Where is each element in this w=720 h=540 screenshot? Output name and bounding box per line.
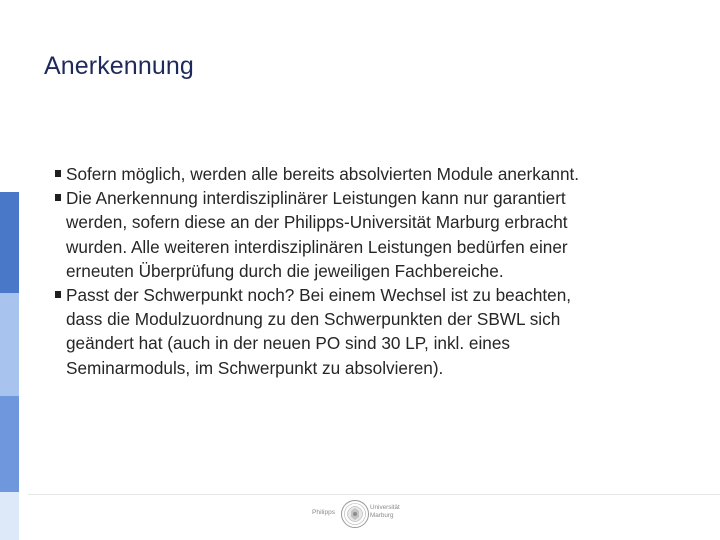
university-seal-icon (340, 499, 370, 529)
logo-text-line: Universität (370, 504, 400, 511)
bullet-text-line: wurden. Alle weiteren interdisziplinären Leistungen bedürfen einer (66, 236, 568, 257)
sidebar-accent-bar (0, 192, 19, 540)
bullet-square-icon (55, 170, 61, 177)
footer-divider (28, 494, 720, 495)
sidebar-segment (0, 293, 19, 396)
bullet-text-line: geändert hat (auch in der neuen PO sind 30 LP, inkl. eines (66, 333, 510, 354)
bullet-text-line: werden, sofern diese an der Philipps-Universität Marburg erbracht (66, 212, 568, 233)
bullet-item (55, 162, 695, 186)
bullet-text-line: Seminarmoduls, im Schwerpunkt zu absolvieren). (66, 357, 444, 378)
bullet-square-icon (55, 194, 61, 201)
bullet-text-line: erneuten Überprüfung durch die jeweiligen Fachbereiche. (66, 260, 504, 281)
sidebar-segment (0, 192, 19, 293)
logo-text-line: Marburg (370, 512, 394, 519)
logo-text-universitaet-marburg (370, 504, 400, 520)
bullet-text-line: Sofern möglich, werden alle bereits absolvierten Module anerkannt. (66, 164, 580, 184)
bullet-item (55, 186, 695, 283)
sidebar-segment (0, 492, 19, 540)
bullet-text-line: Passt der Schwerpunkt noch? Bei einem Wechsel ist zu beachten, (66, 285, 572, 306)
logo-text-philipps: Philipps (312, 509, 336, 516)
slide-title: Anerkennung (44, 52, 194, 80)
bullet-item (55, 283, 695, 380)
sidebar-segment (0, 396, 19, 492)
bullet-square-icon (55, 291, 61, 298)
bullet-list (55, 162, 695, 380)
university-logo (312, 499, 412, 531)
bullet-text-line: Die Anerkennung interdisziplinärer Leistungen kann nur garantiert (66, 188, 566, 209)
bullet-text-line: dass die Modulzuordnung zu den Schwerpunkten der SBWL sich (66, 309, 561, 330)
